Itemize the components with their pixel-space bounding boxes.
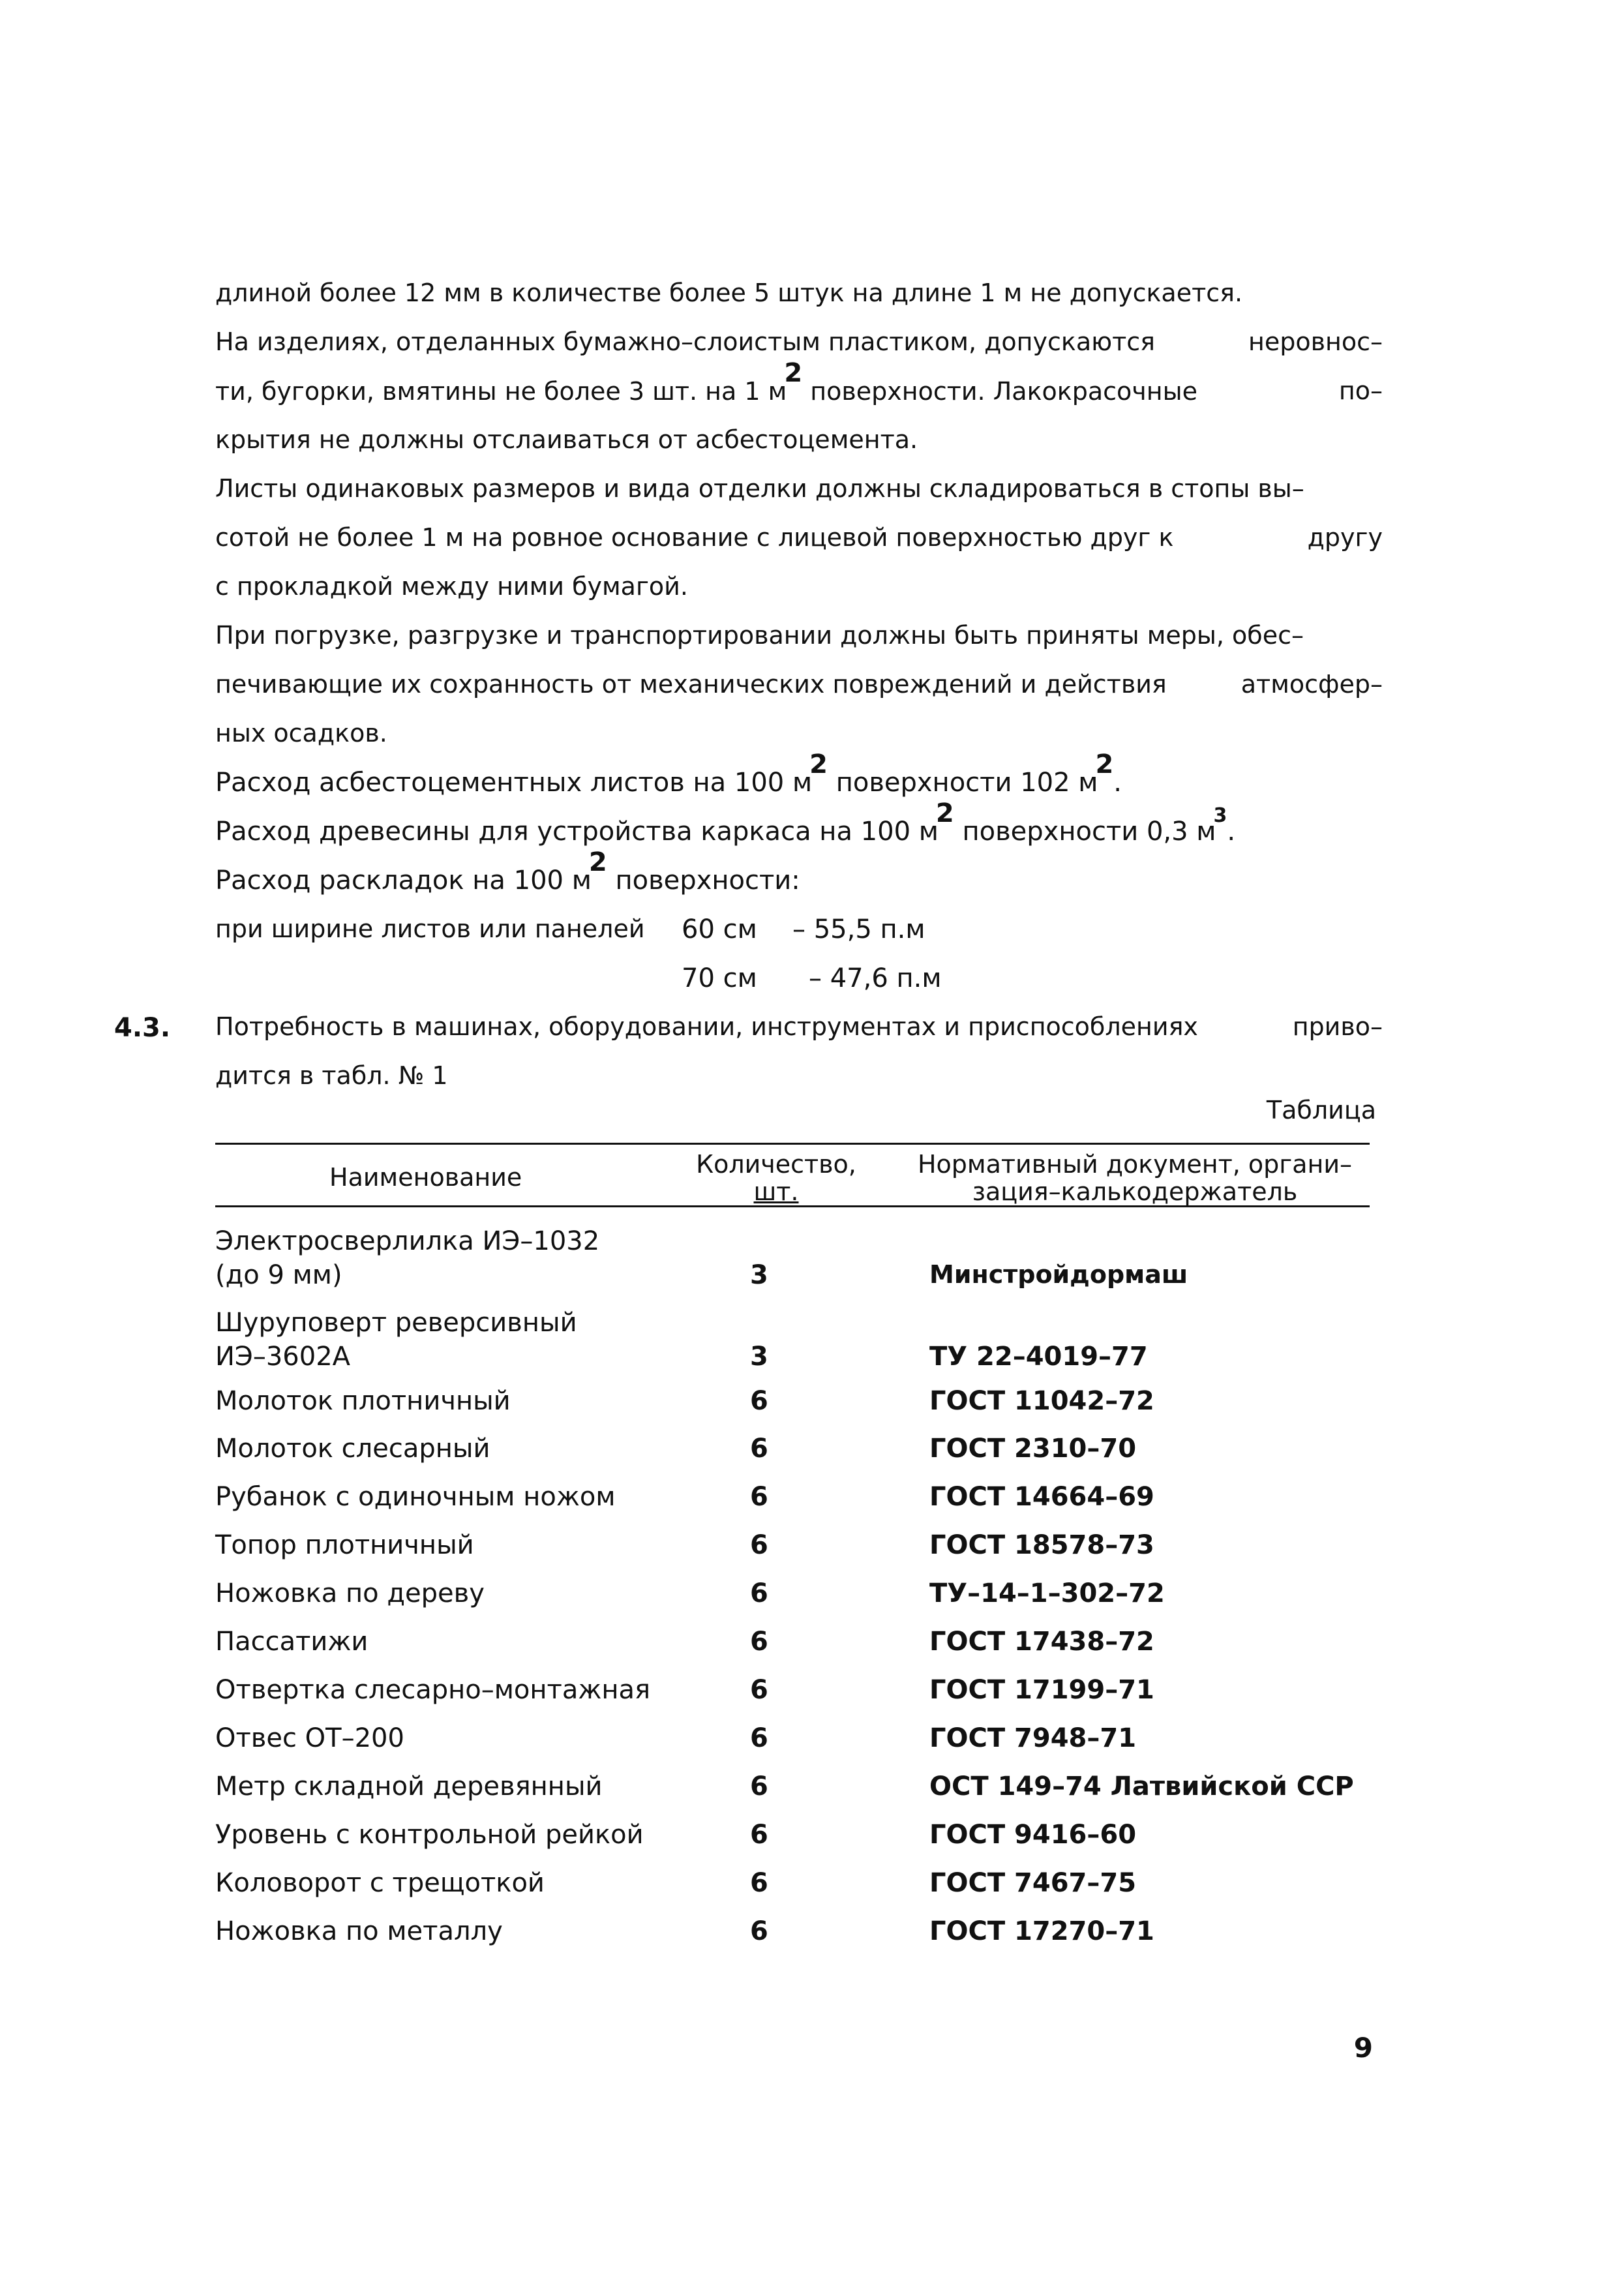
cell-name: Электросверлилка ИЭ–1032 (215, 1226, 600, 1256)
text-line-2-right: неровнос– (1248, 327, 1383, 356)
cell-doc: ОСТ 149–74 Латвийской ССР (929, 1772, 1354, 1802)
cell-qty: 6 (750, 1916, 768, 1946)
text-line-6-right: другу (1307, 523, 1383, 552)
cell-doc: ГОСТ 7467–75 (929, 1868, 1137, 1898)
text-line-14-a: при ширине листов или панелей (215, 914, 645, 943)
text-line-14 (215, 916, 645, 941)
header-qty (691, 1151, 861, 1206)
cell-doc: ГОСТ 18578–73 (929, 1530, 1154, 1560)
table-top-rule (215, 1143, 1370, 1145)
header-qty-line1: Количество, (696, 1150, 856, 1179)
cell-doc: ТУ 22–4019–77 (929, 1342, 1148, 1372)
cell-doc: ГОСТ 9416–60 (929, 1820, 1137, 1850)
cell-qty: 3 (750, 1342, 768, 1372)
cell-qty: 6 (750, 1627, 768, 1657)
text-line-6-left: сотой не более 1 м на ровное основание с лицевой поверхностью друг к (215, 523, 1174, 552)
text-line-5: Листы одинаковых размеров и вида отделки должны складироваться в стопы вы– (215, 474, 1304, 503)
text-line-6 (215, 525, 1383, 550)
text-line-11-c: . (1113, 768, 1122, 798)
text-line-11-b: поверхности 102 м (835, 768, 1098, 798)
cell-qty: 6 (750, 1434, 768, 1464)
section-line-1-left: Потребность в машинах, оборудовании, инструментах и приспособлениях (215, 1012, 1198, 1041)
section-line-1-right: приво– (1292, 1012, 1383, 1041)
superscript: 2 (935, 798, 954, 828)
cell-doc: ГОСТ 2310–70 (929, 1434, 1137, 1464)
cell-qty: 6 (750, 1675, 768, 1705)
text-line-2 (215, 329, 1383, 354)
cell-qty: 6 (750, 1772, 768, 1802)
text-line-3-left (215, 358, 1197, 406)
cell-name: Шуруповерт реверсивный (215, 1308, 577, 1338)
cell-qty: 6 (750, 1482, 768, 1512)
width-60: 60 см (682, 914, 757, 944)
header-doc-line2: зация–калькодержатель (972, 1177, 1298, 1206)
text-line-2-left: На изделиях, отделанных бумажно–слоистым пластиком, допускаются (215, 327, 1155, 356)
consumption-60: – 55,5 п.м (792, 914, 925, 944)
cell-qty: 6 (750, 1868, 768, 1898)
text-line-10: ных осадков. (215, 719, 387, 747)
superscript: 2 (588, 847, 607, 877)
cell-doc: ГОСТ 17199–71 (929, 1675, 1154, 1705)
cell-qty: 6 (750, 1386, 768, 1416)
header-doc-line1: Нормативный документ, органи– (917, 1150, 1353, 1179)
cell-doc: ГОСТ 17438–72 (929, 1627, 1154, 1657)
cell-doc: ГОСТ 7948–71 (929, 1723, 1137, 1753)
section-line-2: дится в табл. № 1 (215, 1061, 448, 1090)
superscript: 2 (809, 749, 828, 779)
cell-qty: 6 (750, 1820, 768, 1850)
width-70: 70 см (682, 963, 757, 993)
superscript: 2 (784, 358, 803, 388)
consumption-70: – 47,6 п.м (809, 963, 942, 993)
text-line-13 (215, 847, 800, 896)
text-line-8: При погрузке, разгрузке и транспортировании должны быть приняты меры, обес– (215, 621, 1304, 650)
text-line-12-a: Расход древесины для устройства каркаса на 100 м (215, 817, 939, 847)
text-line-1: длиной более 12 мм в количестве более 5 штук на длине 1 м не допускается. (215, 279, 1243, 307)
page-number: 9 (1353, 2032, 1373, 2064)
cell-name-continued: ИЭ–3602А (215, 1342, 351, 1372)
cell-name: Молоток слесарный (215, 1434, 490, 1464)
text-line-3 (215, 358, 1383, 406)
table-caption: Таблица (1266, 1096, 1376, 1124)
section-number: 4.3. (114, 1013, 171, 1043)
cell-doc: ТУ–14–1–302–72 (929, 1578, 1165, 1608)
header-qty-line2: шт. (753, 1177, 799, 1206)
header-name: Наименование (329, 1163, 522, 1192)
text-line-12-c: . (1227, 817, 1236, 847)
cell-doc: ГОСТ 17270–71 (929, 1916, 1154, 1946)
cell-name: Отвертка слесарно–монтажная (215, 1675, 651, 1705)
superscript: 2 (1095, 749, 1114, 779)
text-line-3-b: поверхности. Лакокрасочные (810, 377, 1197, 406)
cell-name: Коловорот с трещоткой (215, 1868, 545, 1898)
cell-name: Пассатижи (215, 1627, 368, 1657)
text-line-3-a: ти, бугорки, вмятины не более 3 шт. на 1 м (215, 377, 787, 406)
text-line-12 (215, 798, 1236, 847)
cell-qty: 6 (750, 1530, 768, 1560)
text-line-13-a: Расход раскладок на 100 м (215, 866, 592, 896)
cell-name: Молоток плотничный (215, 1386, 511, 1416)
superscript: 3 (1213, 804, 1227, 827)
cell-name: Рубанок с одиночным ножом (215, 1482, 616, 1512)
text-line-11-a: Расход асбестоцементных листов на 100 м (215, 768, 813, 798)
section-line-1 (215, 1014, 1383, 1039)
cell-name: Ножовка по дереву (215, 1578, 485, 1608)
cell-name: Уровень с контрольной рейкой (215, 1820, 644, 1850)
cell-name: Отвес ОТ–200 (215, 1723, 404, 1753)
cell-name: Метр складной деревянный (215, 1772, 603, 1802)
text-line-9-left: печивающие их сохранность от механических повреждений и действия (215, 670, 1167, 699)
header-doc (900, 1151, 1370, 1206)
text-line-4: крытия не должны отслаиваться от асбестоцемента. (215, 425, 918, 454)
cell-qty: 6 (750, 1578, 768, 1608)
cell-qty: 6 (750, 1723, 768, 1753)
text-line-3-right: по– (1338, 376, 1383, 405)
cell-name: Ножовка по металлу (215, 1916, 503, 1946)
text-line-7: с прокладкой между ними бумагой. (215, 572, 688, 601)
cell-name: Топор плотничный (215, 1530, 474, 1560)
text-line-9 (215, 672, 1383, 697)
text-line-9-right: атмосфер– (1241, 670, 1383, 699)
text-line-12-b: поверхности 0,3 м (962, 817, 1216, 847)
cell-doc: ГОСТ 11042–72 (929, 1386, 1154, 1416)
cell-qty: 3 (750, 1260, 768, 1290)
cell-doc: ГОСТ 14664–69 (929, 1482, 1154, 1512)
cell-name-continued: (до 9 мм) (215, 1260, 342, 1290)
cell-doc: Минстройдормаш (929, 1260, 1188, 1289)
text-line-11 (215, 749, 1122, 798)
text-line-13-b: поверхности: (615, 866, 800, 896)
